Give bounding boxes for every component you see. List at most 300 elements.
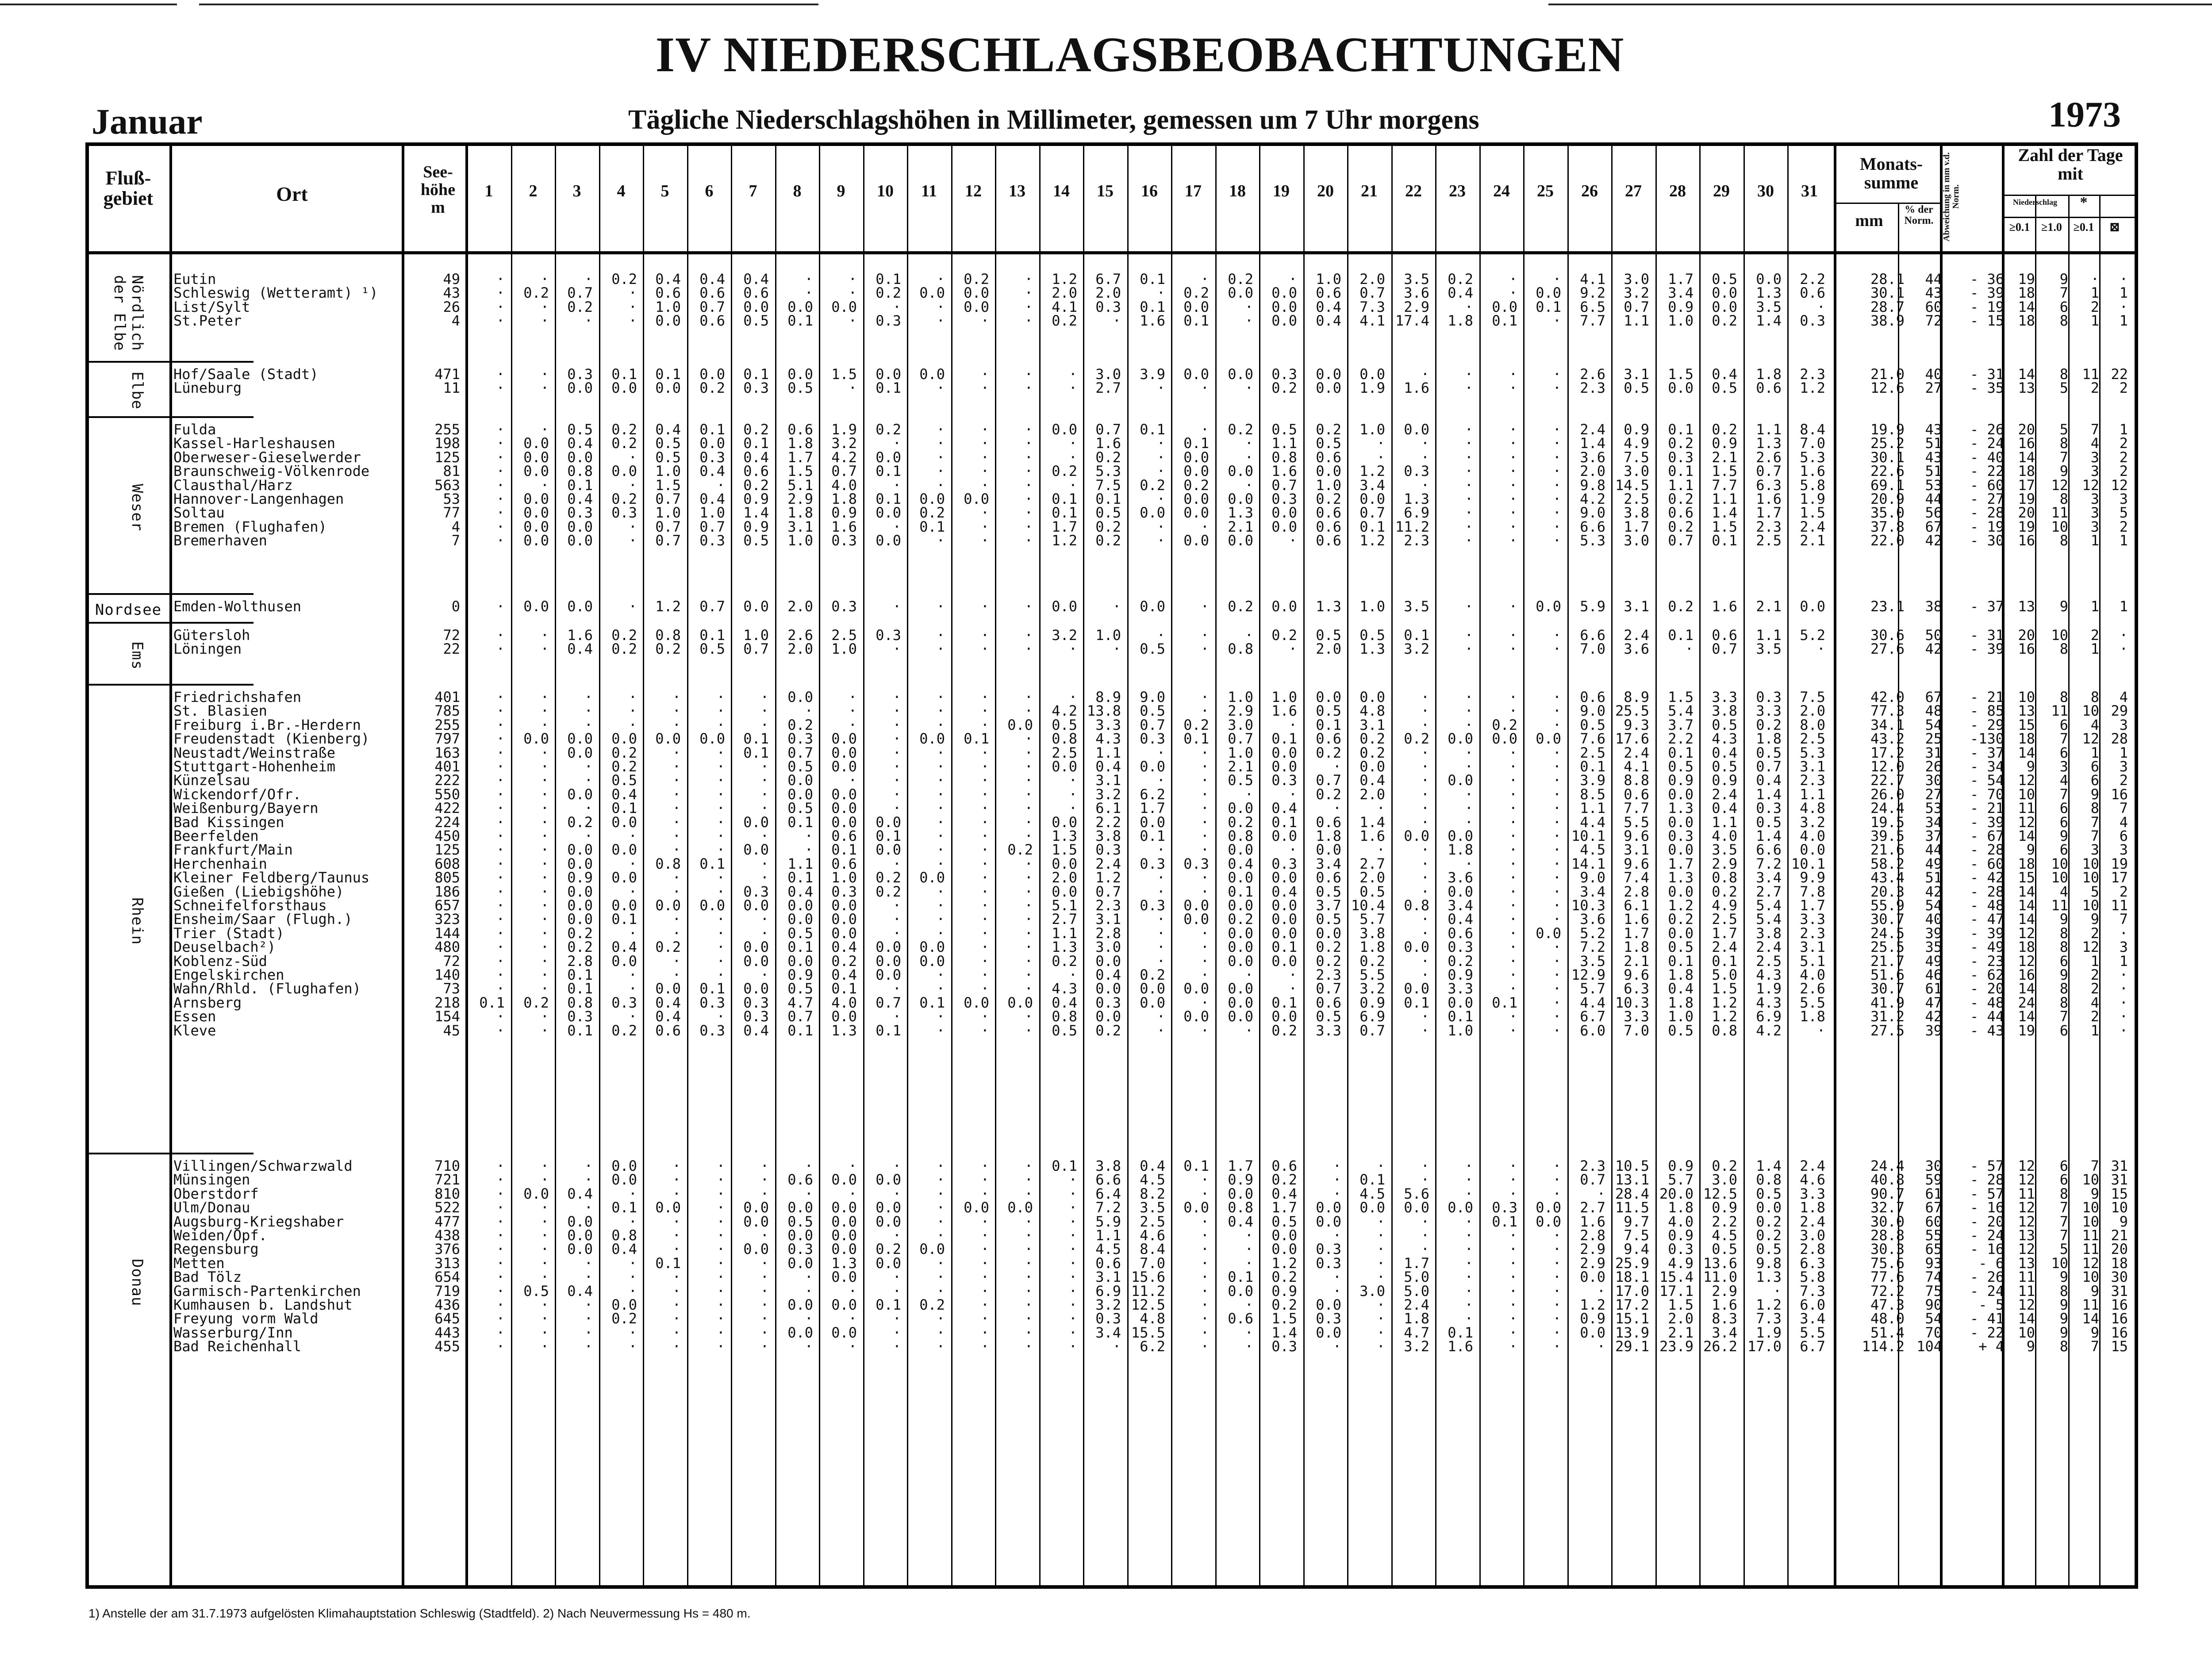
day-value: 3.1 (1359, 717, 1385, 733)
deviation-cell: - 47 (1970, 911, 2004, 928)
day-value: 7.7 (1624, 800, 1649, 816)
day-value: 0.0 (567, 855, 593, 872)
days-ge10-cell: 7 (2059, 1008, 2068, 1025)
day-value: · (1024, 1296, 1033, 1313)
day-value: · (628, 1269, 637, 1285)
pct-norm-cell: 60 (1925, 299, 1942, 315)
day-value: 0.9 (1359, 994, 1385, 1011)
day-value: 1.6 (1712, 598, 1737, 615)
day-value: · (936, 689, 945, 705)
days-ge01-cell: 13 (2018, 1227, 2035, 1244)
snow-days-cell: 8 (2090, 800, 2099, 816)
day-value: 0.5 (523, 1283, 549, 1299)
day-value: 0.0 (964, 1199, 989, 1216)
day-value: · (1024, 828, 1033, 844)
day-value: · (496, 1338, 505, 1355)
day-value: 0.0 (1052, 883, 1077, 900)
river-group-label: Elbe (128, 371, 146, 410)
day-value: 14.1 (1571, 855, 1605, 872)
day-value: 0.2 (611, 758, 637, 775)
day-value: 0.2 (1228, 271, 1253, 287)
day-header: 30 (1757, 182, 1774, 200)
day-value: · (892, 477, 901, 494)
day-value: · (716, 939, 725, 955)
day-value: 0.0 (831, 744, 857, 761)
day-value: 0.0 (1007, 994, 1033, 1011)
days-ge01-cell: 14 (2018, 828, 2035, 844)
deviation-cell: - 26 (1970, 421, 2004, 438)
pct-norm-cell: 67 (1925, 689, 1942, 705)
day-value: · (1464, 744, 1473, 761)
monthly-sum-cell: 28.8 (1870, 1227, 1905, 1244)
pct-norm-cell: 30 (1925, 1158, 1942, 1174)
day-value: 0.0 (787, 772, 813, 789)
day-value: · (1024, 449, 1033, 466)
day-value: · (760, 828, 769, 844)
station-name: Freudenstadt (Kienberg) (173, 730, 370, 747)
day-value: 0.0 (1448, 772, 1473, 789)
day-value: 0.2 (743, 421, 769, 438)
day-value: 1.3 (1756, 284, 1782, 301)
day-value: · (1244, 1255, 1253, 1272)
day-value: 0.4 (831, 939, 857, 955)
day-value: 6.7 (1095, 271, 1121, 287)
day-value: · (496, 1324, 505, 1341)
day-value: · (1024, 366, 1033, 383)
deviation-cell: - 28 (1970, 1171, 2004, 1188)
days-ge01-cell: 20 (2018, 504, 2035, 521)
day-value: · (980, 1296, 989, 1313)
day-value: 0.4 (699, 271, 725, 287)
day-value: · (1288, 966, 1297, 983)
day-value: 3.6 (1404, 284, 1429, 301)
station-name: Essen (173, 1008, 216, 1025)
day-value: 0.0 (1359, 491, 1385, 507)
day-value: 0.3 (1800, 312, 1825, 329)
day-value: 0.1 (876, 271, 901, 287)
day-value: 0.6 (1316, 994, 1341, 1011)
day-value: · (1024, 1213, 1033, 1230)
day-value: · (716, 1296, 725, 1313)
day-value: 3.3 (1800, 1185, 1825, 1202)
day-value: 0.7 (1316, 772, 1341, 789)
day-value: · (540, 786, 549, 803)
deviation-cell: - 29 (1970, 717, 2004, 733)
station-name: Kleiner Feldberg/Taunus (173, 869, 370, 886)
day-value: 0.7 (699, 598, 725, 615)
day-value: 2.2 (1800, 271, 1825, 287)
day-value: 5.0 (1404, 1283, 1429, 1299)
deviation-cell: - 43 (1970, 1022, 2004, 1039)
day-value: 0.0 (699, 730, 725, 747)
day-value: · (1464, 758, 1473, 775)
day-value: 1.8 (1624, 939, 1649, 955)
day-value: · (716, 1185, 725, 1202)
day-value: · (540, 925, 549, 942)
day-value: · (1024, 640, 1033, 657)
day-value: 6.6 (1095, 1171, 1121, 1188)
day-value: · (1156, 627, 1165, 644)
day-value: · (936, 1008, 945, 1025)
day-value: 0.2 (1095, 518, 1121, 535)
day-value: 0.8 (655, 855, 681, 872)
pct-norm-cell: 43 (1925, 284, 1942, 301)
day-value: 3.6 (1580, 911, 1605, 928)
altitude-cell: 81 (443, 463, 460, 479)
day-value: 3.6 (1448, 869, 1473, 886)
day-value: · (672, 1241, 681, 1257)
day-value: 2.4 (1624, 627, 1649, 644)
day-value: · (892, 689, 901, 705)
day-value: 0.0 (1228, 532, 1253, 549)
day-value: · (1024, 966, 1033, 983)
monthly-sum-cell: 30.0 (1870, 1213, 1905, 1230)
days-ge10-cell: 6 (2059, 1171, 2068, 1188)
day-value: 0.0 (1359, 366, 1385, 383)
snowcover-days-cell: 17 (2111, 869, 2128, 886)
day-value: 2.2 (1712, 1213, 1737, 1230)
pct-norm-cell: 42 (1925, 532, 1942, 549)
day-value: 0.0 (787, 689, 813, 705)
day-value: · (1200, 379, 1209, 396)
day-value: 2.1 (1756, 598, 1782, 615)
day-value: 0.3 (1316, 1241, 1341, 1257)
day-value: 2.4 (1800, 1158, 1825, 1174)
station-name: Regensburg (173, 1241, 259, 1257)
altitude-header: See-höhe m (420, 163, 456, 217)
day-value: · (540, 966, 549, 983)
day-value: 0.0 (611, 897, 637, 914)
day-value: 0.1 (1228, 1269, 1253, 1285)
day-value: 0.6 (1580, 689, 1605, 705)
day-value: 1.2 (655, 598, 681, 615)
day-value: · (716, 1269, 725, 1285)
day-value: 0.7 (1359, 504, 1385, 521)
day-value: · (1464, 1310, 1473, 1327)
station-name: Engelskirchen (173, 966, 284, 983)
day-value: · (1024, 312, 1033, 329)
day-value: 1.9 (1756, 1324, 1782, 1341)
day-value: 0.1 (611, 911, 637, 928)
altitude-cell: 422 (434, 800, 460, 816)
day-value: · (716, 925, 725, 942)
day-value: 0.0 (1668, 925, 1694, 942)
days-ge01-cell: 18 (2018, 463, 2035, 479)
day-value: 5.1 (787, 477, 813, 494)
day-value: · (1376, 1255, 1385, 1272)
day-value: 0.7 (699, 299, 725, 315)
day-value: 9.7 (1624, 1213, 1649, 1230)
ge01-header: ≥0.1 (2009, 221, 2030, 234)
deviation-header: Abweichung in mm v.d. Norm. (1942, 152, 1961, 241)
day-value: · (760, 1338, 769, 1355)
day-value: 0.2 (1183, 477, 1209, 494)
deviation-cell: - 28 (1970, 504, 2004, 521)
day-value: · (1156, 772, 1165, 789)
day-value: 7.5 (1624, 1227, 1649, 1244)
day-value: 2.4 (1800, 1213, 1825, 1230)
day-header: 8 (793, 182, 802, 200)
day-value: · (1421, 1171, 1429, 1188)
day-value: 0.2 (1756, 1227, 1782, 1244)
day-value: · (1068, 689, 1077, 705)
day-value: 1.6 (1800, 463, 1825, 479)
day-value: · (1333, 1269, 1341, 1285)
day-value: 3.4 (1580, 883, 1605, 900)
day-value: 0.6 (743, 284, 769, 301)
days-ge01-cell: 11 (2018, 1269, 2035, 1285)
day-value: · (1421, 925, 1429, 942)
day-value: · (496, 1227, 505, 1244)
station-name: Künzelsau (173, 772, 250, 789)
day-value: 1.8 (1668, 1199, 1694, 1216)
day-value: · (760, 1227, 769, 1244)
day-value: 0.0 (1140, 758, 1165, 775)
snow-days-cell: 1 (2090, 640, 2099, 657)
day-value: 0.0 (831, 1296, 857, 1313)
day-value: · (1024, 855, 1033, 872)
day-value: 0.7 (567, 284, 593, 301)
day-value: · (496, 449, 505, 466)
day-value: · (1509, 939, 1517, 955)
day-value: · (980, 1185, 989, 1202)
day-value: 4.4 (1580, 994, 1605, 1011)
day-value: 1.8 (1800, 1008, 1825, 1025)
day-value: · (760, 758, 769, 775)
day-value: 0.4 (1359, 772, 1385, 789)
pct-norm-cell: 93 (1925, 1255, 1942, 1272)
day-value: 4.5 (1140, 1171, 1165, 1188)
day-value: 0.0 (1404, 939, 1429, 955)
day-value: 0.3 (1448, 939, 1473, 955)
day-value: 0.7 (1359, 1022, 1385, 1039)
day-value: 0.0 (1183, 449, 1209, 466)
day-value: · (760, 702, 769, 719)
day-value: · (1464, 421, 1473, 438)
station-name: Kassel-Harleshausen (173, 435, 336, 452)
day-value: 4.3 (1756, 966, 1782, 983)
days-ge01-cell: 19 (2018, 491, 2035, 507)
snowcover-days-cell: 1 (2119, 953, 2128, 970)
day-value: 0.0 (1404, 828, 1429, 844)
place-header: Ort (276, 183, 308, 205)
day-value: 0.0 (1228, 994, 1253, 1011)
group-divider (85, 593, 253, 595)
day-value: · (1333, 758, 1341, 775)
pct-norm-cell: 44 (1925, 491, 1942, 507)
day-value: · (1464, 366, 1473, 383)
altitude-cell: 222 (434, 772, 460, 789)
day-value: 0.5 (787, 1213, 813, 1230)
day-value: · (980, 841, 989, 858)
day-value: 3.1 (1800, 939, 1825, 955)
day-value: · (892, 1283, 901, 1299)
day-value: 1.6 (567, 627, 593, 644)
altitude-cell: 4 (451, 518, 460, 535)
day-value: 0.5 (1359, 627, 1385, 644)
day-value: 28.4 (1615, 1185, 1649, 1202)
snowcover-days-cell: 31 (2111, 1158, 2128, 1174)
pct-norm-cell: 30 (1925, 772, 1942, 789)
day-value: 3.0 (1228, 717, 1253, 733)
day-value: 0.2 (611, 421, 637, 438)
day-value: 0.0 (876, 1255, 901, 1272)
day-value: 0.0 (787, 1199, 813, 1216)
day-value: · (716, 1255, 725, 1272)
day-value: 0.7 (1756, 463, 1782, 479)
day-value: 1.1 (1712, 491, 1737, 507)
day-header: 12 (965, 182, 982, 200)
deviation-cell: - 15 (1970, 312, 2004, 329)
day-value: 2.3 (1800, 772, 1825, 789)
day-value: 1.1 (1800, 786, 1825, 803)
day-value: · (672, 828, 681, 844)
day-value: · (672, 772, 681, 789)
day-value: · (980, 1310, 989, 1327)
day-value: · (1200, 939, 1209, 955)
day-value: 0.1 (611, 366, 637, 383)
day-value: 5.1 (1052, 897, 1077, 914)
deviation-cell: - 16 (1970, 1241, 2004, 1257)
day-value: 2.6 (787, 627, 813, 644)
day-value: 0.7 (1095, 883, 1121, 900)
day-value: 15.6 (1131, 1269, 1165, 1285)
day-value: 1.1 (1668, 477, 1694, 494)
day-value: 0.1 (1668, 463, 1694, 479)
day-value: · (804, 284, 813, 301)
day-value: · (496, 758, 505, 775)
day-value: 0.2 (1052, 463, 1077, 479)
day-value: 0.5 (787, 758, 813, 775)
day-value: 2.6 (1800, 980, 1825, 997)
day-value: · (1509, 1171, 1517, 1188)
day-value: · (760, 800, 769, 816)
day-value: 0.0 (964, 299, 989, 315)
day-header: 21 (1361, 182, 1378, 200)
snow-days-cell: 10 (2082, 702, 2099, 719)
day-value: 0.4 (699, 463, 725, 479)
day-value: 0.5 (1316, 702, 1341, 719)
day-value: · (540, 800, 549, 816)
station-name: Bremen (Flughafen) (173, 518, 327, 535)
day-value: 2.3 (1095, 897, 1121, 914)
day-value: 0.2 (1095, 1022, 1121, 1039)
day-value: 0.1 (699, 421, 725, 438)
day-value: · (1024, 1171, 1033, 1188)
altitude-cell: 608 (434, 855, 460, 872)
day-value: 0.2 (567, 299, 593, 315)
day-value: · (496, 841, 505, 858)
snowcover-days-cell: · (2119, 925, 2128, 942)
day-value: · (1200, 1185, 1209, 1202)
day-value: 2.8 (1580, 1227, 1605, 1244)
pct-norm-cell: 54 (1925, 897, 1942, 914)
day-value: 0.2 (1712, 421, 1737, 438)
snowcover-days-cell: 3 (2119, 491, 2128, 507)
days-ge10-cell: 6 (2059, 1022, 2068, 1039)
day-value: · (1464, 1185, 1473, 1202)
day-value: 0.0 (1183, 1008, 1209, 1025)
day-value: · (1024, 435, 1033, 452)
deviation-cell: - 23 (1970, 953, 2004, 970)
day-value: 0.2 (523, 284, 549, 301)
day-value: 0.5 (1668, 939, 1694, 955)
day-value: 0.2 (1404, 730, 1429, 747)
day-value: · (936, 897, 945, 914)
day-value: · (936, 627, 945, 644)
day-value: 17.1 (1659, 1283, 1694, 1299)
page-title: IV NIEDERSCHLAGSBEOBACHTUNGEN (655, 27, 1624, 82)
day-value: · (892, 786, 901, 803)
day-value: · (804, 271, 813, 287)
days-ge01-cell: 9 (2026, 1338, 2035, 1355)
day-value: 0.3 (831, 532, 857, 549)
day-value: 0.5 (1712, 379, 1737, 396)
day-value: 0.0 (919, 284, 945, 301)
day-value: 3.1 (1624, 598, 1649, 615)
day-value: · (1509, 1338, 1517, 1355)
day-value: 0.0 (1183, 980, 1209, 997)
days-ge10-cell: 7 (2059, 449, 2068, 466)
day-value: · (540, 640, 549, 657)
day-value: 0.5 (1668, 758, 1694, 775)
day-value: 0.3 (831, 883, 857, 900)
day-value: · (628, 883, 637, 900)
day-value: 0.0 (1228, 869, 1253, 886)
day-value: 1.1 (1756, 421, 1782, 438)
station-name: St. Blasien (173, 702, 267, 719)
day-value: 0.0 (523, 504, 549, 521)
snow-days-cell: 12 (2082, 477, 2099, 494)
day-value: 0.4 (1448, 284, 1473, 301)
day-value: · (1200, 627, 1209, 644)
day-value: 0.3 (831, 598, 857, 615)
day-value: · (540, 1324, 549, 1341)
monthly-sum-cell: 21.6 (1870, 841, 1905, 858)
day-value: · (1200, 1213, 1209, 1230)
day-value: · (1597, 1338, 1605, 1355)
day-value: · (1552, 980, 1561, 997)
day-value: 0.6 (1668, 504, 1694, 521)
day-value: · (1024, 1008, 1033, 1025)
snow-days-cell: 11 (2082, 366, 2099, 383)
day-value: 0.0 (1271, 299, 1297, 315)
day-value: 4.3 (1712, 730, 1737, 747)
day-value: · (848, 1338, 857, 1355)
day-value: · (848, 1158, 857, 1174)
day-header: 14 (1053, 182, 1070, 200)
day-value: 0.0 (876, 966, 901, 983)
day-value: 0.3 (1316, 1310, 1341, 1327)
days-ge10-cell: 9 (2059, 463, 2068, 479)
day-value: 3.1 (1095, 911, 1121, 928)
day-value: · (1552, 504, 1561, 521)
day-value: 0.4 (743, 271, 769, 287)
day-value: 0.0 (919, 366, 945, 383)
station-name: Kumhausen b. Landshut (173, 1296, 353, 1313)
day-value: · (584, 758, 593, 775)
altitude-cell: 401 (434, 758, 460, 775)
day-value: · (496, 1199, 505, 1216)
day-value: 1.7 (1756, 504, 1782, 521)
day-value: 1.6 (1712, 1296, 1737, 1313)
deviation-cell: - 28 (1970, 883, 2004, 900)
snowcover-days-cell: 16 (2111, 1296, 2128, 1313)
days-ge01-cell: 12 (2018, 1213, 2035, 1230)
day-value: · (496, 598, 505, 615)
day-value: 0.7 (699, 518, 725, 535)
day-value: 4.8 (1359, 702, 1385, 719)
